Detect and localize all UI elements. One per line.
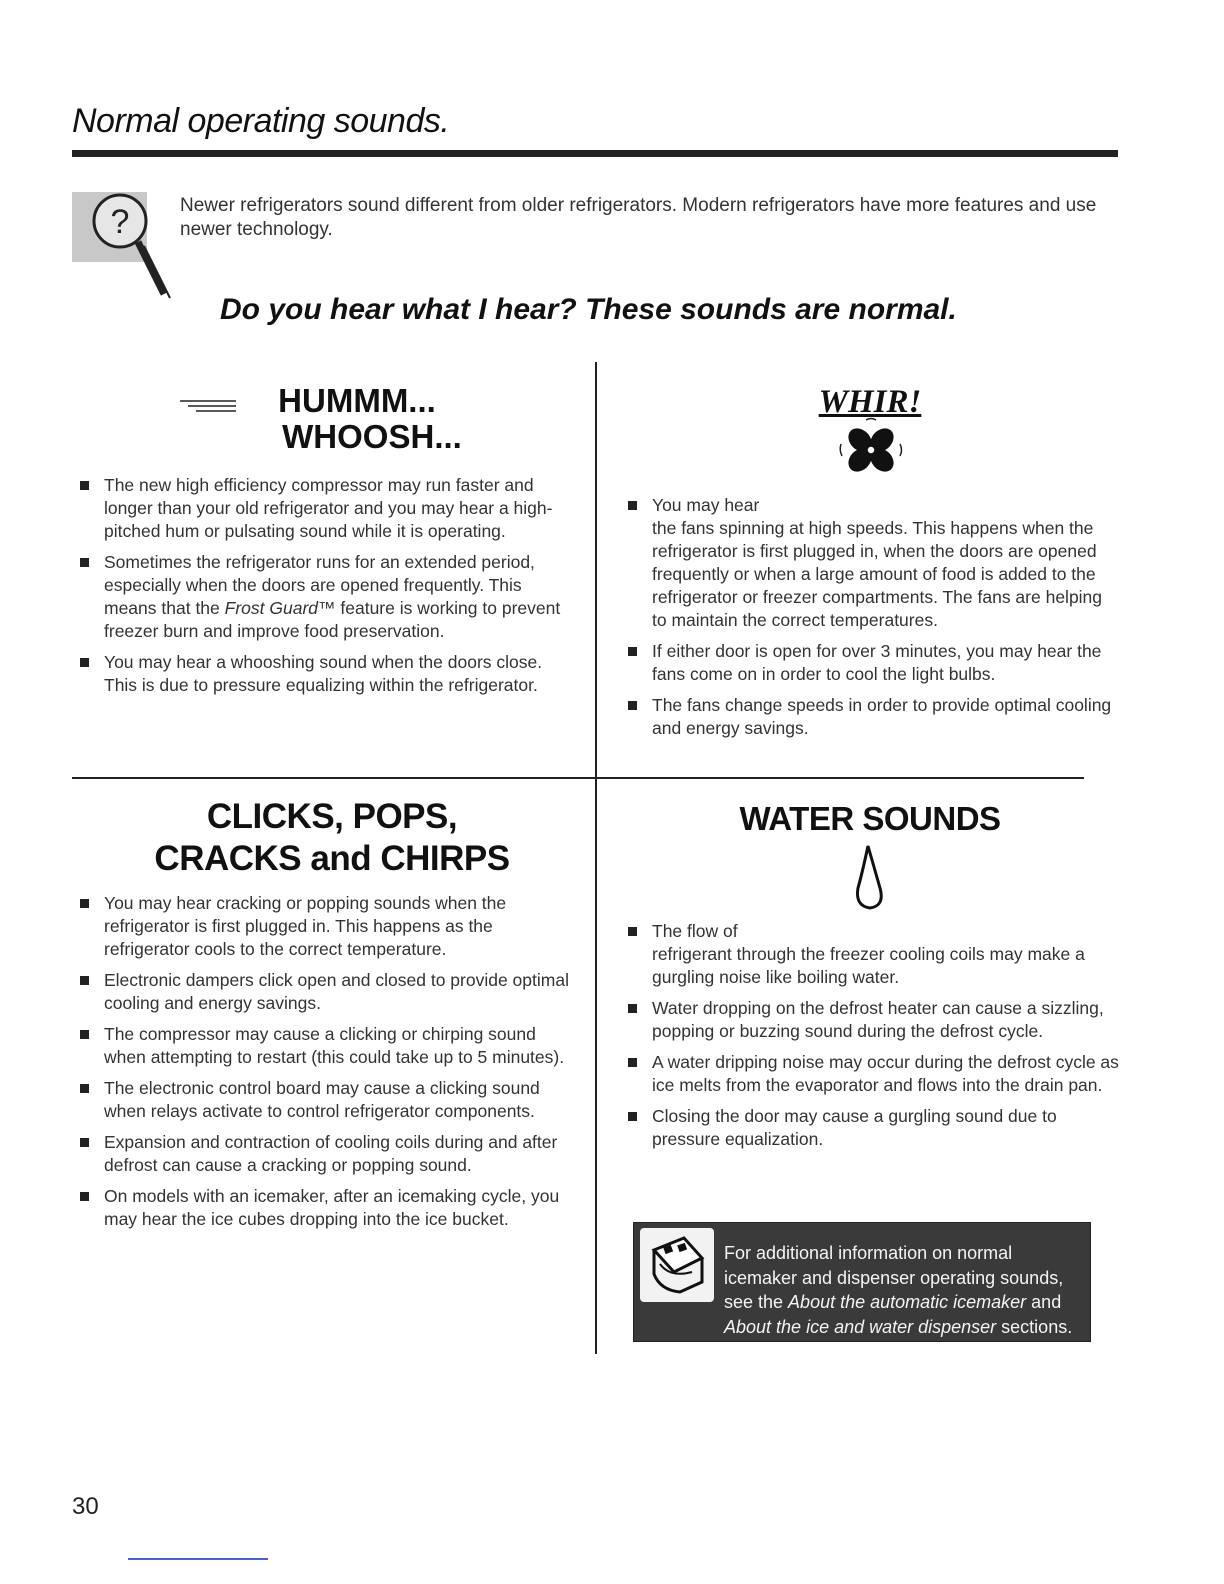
- subheading: Do you hear what I hear? These sounds are normal.: [220, 293, 957, 326]
- row-divider: [72, 777, 1084, 779]
- title-rule: [72, 150, 1118, 157]
- footer-rule: [128, 1558, 268, 1560]
- page-title: Normal operating sounds.: [72, 102, 450, 140]
- water-section-title: WATER SOUNDS: [739, 800, 1001, 837]
- list-item: The compressor may cause a clicking or chirping sound when attempting to restart (this could take up to 5 minutes).: [72, 1023, 582, 1069]
- list-item: The electronic control board may cause a clicking sound when relays activate to control refrigerator components.: [72, 1077, 582, 1123]
- item-text: feature is working to prevent freezer burn and improve food preservation.: [104, 598, 561, 641]
- list-item: A water dripping noise may occur during the defrost cycle as ice melts from the evaporator and flows into the drain pan.: [620, 1051, 1120, 1097]
- hum-list: [72, 474, 572, 705]
- intro-text: Newer refrigerators sound different from older refrigerators. Modern refrigerators have more features and use newer technology.: [180, 195, 1097, 240]
- whir-list: [620, 494, 1120, 748]
- list-item: If either door is open for over 3 minutes, you may hear the fans come on in order to cool the light bulbs.: [620, 640, 1120, 686]
- water-drop-icon: [852, 844, 888, 912]
- whir-section-title: WHIR!: [818, 384, 922, 420]
- note-text-mid: and: [1026, 1292, 1062, 1312]
- frost-guard-term: Frost Guard™: [224, 598, 336, 618]
- list-item: Water dropping on the defrost heater can cause a sizzling, popping or buzzing sound during the defrost cycle.: [620, 997, 1120, 1043]
- page-number: 30: [72, 1493, 99, 1520]
- item-text: Sometimes the refrigerator runs for an extended period, especially when the doors are opened frequently. This means that the: [104, 552, 535, 618]
- note-text-start: For additional information on normal icemaker and dispenser operating sounds, see the: [724, 1243, 1064, 1312]
- hum-title-line1: HUMMM...: [278, 382, 436, 419]
- list-item: The fans change speeds in order to provide optimal cooling and energy savings.: [620, 694, 1120, 740]
- svg-text:?: ?: [110, 203, 130, 241]
- list-item: You may hear cracking or popping sounds when the refrigerator is first plugged in. This happens as the refrigerator cools to the correct temperature.: [72, 892, 582, 961]
- list-item: You may hear the fans spinning at high speeds. This happens when the refrigerator is first plugged in, when the doors are opened frequently or when a large amount of food is added to the refrigerator or freezer compartments. The fans are helping to maintain the correct temperatures.: [620, 494, 1120, 632]
- clicks-section-title: [72, 796, 592, 880]
- list-item: Closing the door may cause a gurgling sound due to pressure equalization.: [620, 1105, 1120, 1151]
- clicks-list: [72, 892, 582, 1239]
- column-divider: [595, 362, 597, 1354]
- list-item: On models with an icemaker, after an icemaking cycle, you may hear the ice cubes dropping into the ice bucket.: [72, 1185, 582, 1231]
- list-item: You may hear a whooshing sound when the doors close. This is due to pressure equalizing within the refrigerator.: [72, 651, 572, 697]
- question-magnifier-icon: [72, 186, 182, 301]
- note-text-end: sections.: [996, 1316, 1073, 1337]
- list-item: [72, 551, 572, 643]
- list-item: Electronic dampers click open and closed to provide optimal cooling and energy savings.: [72, 969, 582, 1015]
- clicks-title-line2: CRACKS and CHIRPS: [154, 839, 510, 878]
- note-text: [724, 1241, 1084, 1339]
- list-item: Expansion and contraction of cooling coils during and after defrost can cause a cracking or popping sound.: [72, 1131, 582, 1177]
- hum-section-title: [72, 384, 592, 456]
- fan-icon: [838, 416, 904, 480]
- icemaker-icon: [640, 1228, 714, 1302]
- list-item: The flow of refrigerant through the freezer cooling coils may make a gurgling noise like boiling water.: [620, 920, 1120, 989]
- dispenser-section-link[interactable]: About the ice and water dispenser: [724, 1316, 997, 1337]
- water-list: [620, 920, 1120, 1159]
- hum-title-line2: WHOOSH...: [282, 418, 462, 455]
- clicks-title-line1: CLICKS, POPS,: [206, 797, 458, 836]
- list-item: The new high efficiency compressor may run faster and longer than your old refrigerator and you may hear a high-pitched hum or pulsating sound while it is operating.: [72, 474, 572, 543]
- icemaker-section-link[interactable]: About the automatic icemaker: [788, 1292, 1027, 1312]
